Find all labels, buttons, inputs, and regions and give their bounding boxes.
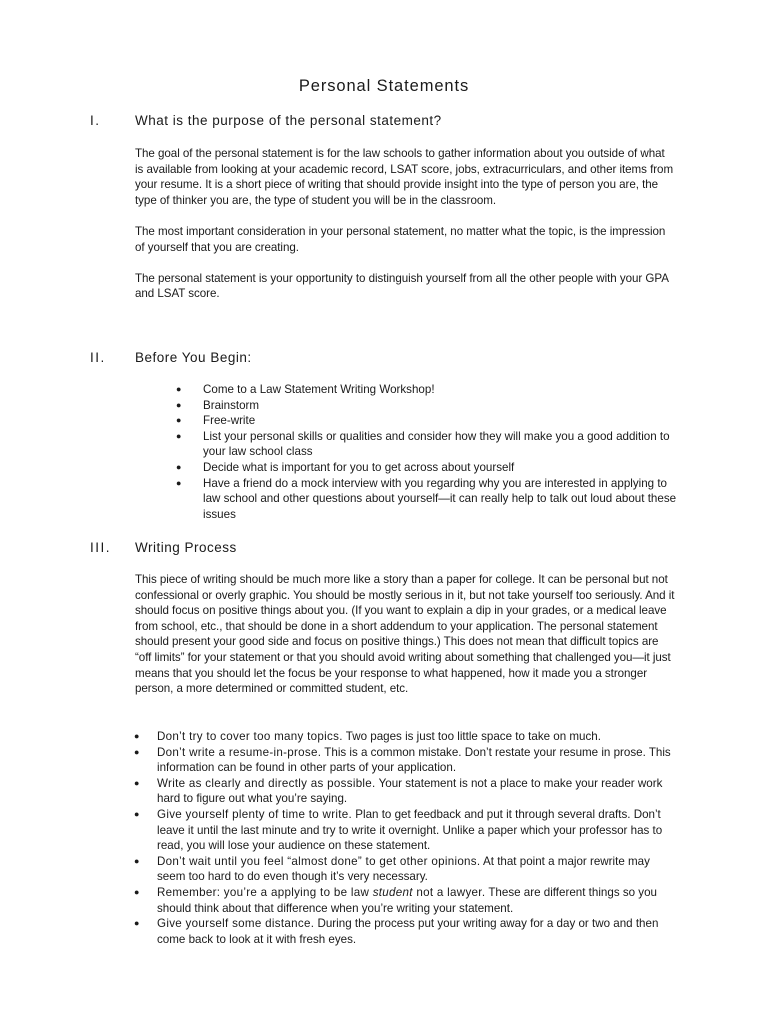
- list-item: ● Have a friend do a mock interview with you regarding why you are interested in applying to law school and other questions about yourself—it can really help to talk out loud about these issues: [176, 476, 677, 521]
- bullet-icon: ●: [134, 855, 140, 866]
- list-item: ● Remember: you’re a applying to be law student not a lawyer. These are different things so you should think about that difference when you’re writing your statement.: [134, 885, 657, 915]
- bullet-icon: ●: [134, 731, 140, 741]
- list-item: ● Decide what is important for you to get across about yourself: [176, 460, 515, 474]
- list-item: ● List your personal skills or qualities and consider how they will make you a good addition to your law school class: [176, 429, 670, 459]
- list-item: ● Give yourself plenty of time to write. Plan to get feedback and put it through several drafts. Don’t leave it until the last minute and try to write it overnight. Unlike a paper which your professor has to read, you will lose your audience on these statement.: [134, 807, 663, 853]
- writing-tips-list: [134, 729, 677, 947]
- section-title: Writing Process: [135, 540, 237, 555]
- bullet-icon: ●: [134, 808, 140, 819]
- bullet-icon: ●: [176, 461, 182, 472]
- section-title: What is the purpose of the personal statement?: [135, 113, 442, 128]
- list-item: ● Don’t write a resume-in-prose. This is a common mistake. Don’t restate your resume in prose. This information can be found in other parts of your application.: [134, 745, 671, 775]
- bullet-icon: ●: [176, 415, 182, 426]
- bullet-icon: ●: [134, 777, 140, 788]
- section-title: Before You Begin:: [135, 350, 252, 365]
- bullet-icon: ●: [176, 430, 182, 441]
- section-number: III.: [90, 540, 112, 555]
- paragraph: The personal statement is your opportunity to distinguish yourself from all the other people with your GPA and LSAT score.: [135, 271, 669, 301]
- paragraph: The goal of the personal statement is for the law schools to gather information about you outside of what is available from looking at your academic record, LSAT score, jobs, extracurriculars, and other items from your resume. It is a short piece of writing that should provide insight into the type of person you are, the type of thinker you are, the type of student you will be in the classroom.: [135, 147, 674, 207]
- list-item: ● Free-write: [176, 414, 256, 428]
- section-number: II.: [90, 350, 106, 365]
- section-3-body: [135, 572, 675, 697]
- list-item: ● Don’t try to cover too many topics. Two pages is just too little space to take on much.: [134, 730, 601, 743]
- list-item: ● Write as clearly and directly as possible. Your statement is not a place to make your reader work hard to figure out what you’re saying.: [134, 776, 663, 806]
- paragraph: This piece of writing should be much more like a story than a paper for college. It can be personal but not confessional or overly graphic. You should be mostly serious in it, but not take yourself too seriously. And it should focus on positive things about you. (If you want to explain a dip in your grades, or a medical leave from school, etc., that should be done in a short addendum to your application. The personal statement should present your good side and focus on positive things.) This does not mean that difficult topics are “off limits” for your statement or that you should avoid writing about something that challenged you—it just means that you should let the focus be your response to what happened, how it made you a stronger person, a more determined or committed student, etc.: [135, 573, 675, 696]
- bullet-icon: ●: [134, 746, 140, 757]
- bullet-icon: ●: [176, 477, 182, 488]
- page-title: Personal Statements: [298, 77, 470, 95]
- bullet-icon: ●: [176, 399, 182, 410]
- bullet-icon: ●: [134, 918, 140, 929]
- list-item: ● Come to a Law Statement Writing Workshop!: [176, 383, 435, 396]
- bullet-icon: ●: [176, 384, 182, 394]
- section-1-body: [135, 146, 675, 302]
- paragraph: The most important consideration in your personal statement, no matter what the topic, is the impression of yourself that you are creating.: [135, 224, 666, 254]
- bullet-icon: ●: [134, 886, 140, 897]
- list-item: ● Brainstorm: [176, 398, 260, 412]
- list-item: ● Don’t wait until you feel “almost done” to get other opinions. At that point a major rewrite may seem too hard to do even though it’s very necessary.: [134, 854, 650, 884]
- section-heading-1: [90, 113, 442, 128]
- section-number: I.: [90, 113, 101, 128]
- section-heading-2: [90, 350, 252, 365]
- before-you-begin-list: [176, 382, 683, 522]
- list-item: ● Give yourself some distance. During the process put your writing away for a day or two and then come back to look at it with fresh eyes.: [134, 917, 659, 946]
- section-heading-3: [90, 540, 237, 555]
